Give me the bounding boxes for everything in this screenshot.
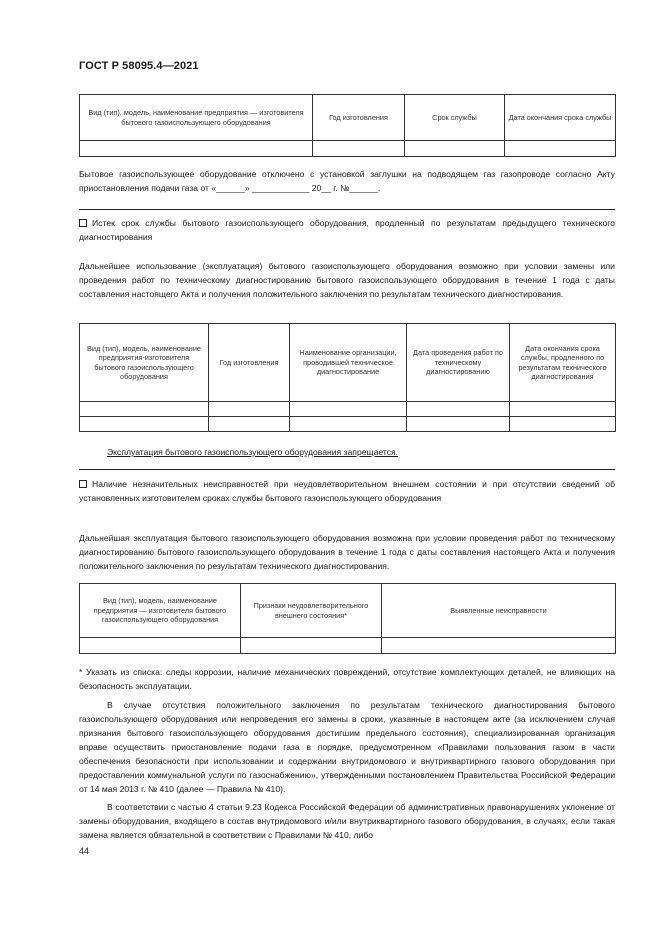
table2-header-year: Год изготовления — [209, 324, 290, 402]
table3-header-signs: Признаки неудовлетворительного внешнего состояния* — [241, 584, 382, 638]
table-row — [80, 141, 616, 157]
equipment-table-3 — [79, 583, 616, 654]
section-defects-title: Наличие незначительных неисправностей при неудовлетворительном внешнем состоянии и при отсутствии сведений об установленных изготовителем сроках службы бытового газоиспользующего оборудования — [79, 479, 615, 503]
checkbox-extended[interactable] — [79, 219, 87, 227]
divider — [79, 469, 615, 470]
equipment-table-1 — [79, 94, 616, 157]
table-row — [80, 638, 616, 654]
table2-header-model: Вид (тип), модель, наименование предприятия-изготовителя бытового газоиспользующего оборудования — [80, 324, 209, 402]
table2-header-organization: Наименование организации, проводившей техническое диагностирование — [290, 324, 407, 402]
paragraph-koap: В соответствии с частью 4 статьи 9.23 Кодекса Российской Федерации об административных правонарушениях уклонение от замены оборудования, входящего в состав внутридомового и/или внутриквартирного газового оборудования, в случаях, если такая замена является обязательной в соответствии с Правилами № 410, либо — [79, 802, 615, 840]
table1-header-model: Вид (тип), модель, наименование предприятия — изготовителя бытового газоиспользующего оборудования — [80, 95, 313, 141]
table1-header-service-life: Срок службы — [405, 95, 505, 141]
table3-header-model: Вид (тип), модель, наименование предприятия — изготовителя бытового газоиспользующего оборудования — [80, 584, 241, 638]
paragraph-absence: В случае отсутствия положительного заключения по результатам технического диагностирования бытового газоиспользующего оборудования или непроведения его замены в сроки, указанные в настоящем акте (за исключением случая признания бытового газоиспользующего оборудования достигшим предельного состояния), специализированная организация вправе осуществить приостановление подачи газа в порядке, предусмотренном «Правилами пользования газом в части обеспечения безопасности при использовании и содержании внутридомового и внутриквартирного газового оборудования при предоставлении коммунальной услуги по газоснабжению», утвержденными постановлением Правительства Российской Федерации от 14 мая 2013 г. № 410 (далее — Правила № 410). — [79, 700, 615, 794]
table-row — [80, 417, 616, 432]
section-extended-title: Истек срок службы бытового газоиспользующего оборудования, продленный по результатам предыдущего технического диагностирования — [79, 218, 615, 242]
table2-header-extended-end-date: Дата окончания срока службы, продленного по результатам технического диагностирования — [510, 324, 616, 402]
page-number: 44 — [79, 846, 90, 856]
document-header: ГОСТ Р 58095.4—2021 — [79, 60, 199, 72]
table2-header-diagnostics-date: Дата проведения работ по техническому диагностированию — [407, 324, 510, 402]
equipment-table-2 — [79, 323, 616, 432]
table-row — [80, 402, 616, 417]
table1-header-year: Год изготовления — [313, 95, 405, 141]
paragraph-disconnected: Бытовое газоиспользующее оборудование отключено с установкой заглушки на подводящем газ газопроводе согласно Акту приостановления подачи газа от «______» ____________ 20__ г. №______. — [79, 169, 615, 193]
table3-header-defects: Выявленные неисправности — [382, 584, 616, 638]
prohibited-note: Эксплуатация бытового газоиспользующего оборудования запрещается. — [107, 447, 399, 457]
table1-header-end-date: Дата окончания срока службы — [505, 95, 616, 141]
divider — [79, 209, 615, 210]
section-extended-paragraph: Дальнейшее использование (эксплуатация) бытового газоиспользующего оборудования возможно при условии замены или проведения работ по техническому диагностированию бытового газоиспользующего оборудования в течение 1 года с даты составления настоящего Акта и получения положительного заключения по результатам технического диагностирования. — [79, 261, 615, 299]
checkbox-defects[interactable] — [79, 480, 87, 488]
footnote: * Указать из списка: следы коррозии, наличие механических повреждений, отсутствие комплектующих деталей, не влияющих на безопасность эксплуатации. — [79, 667, 615, 691]
section-defects-paragraph: Дальнейшая эксплуатация бытового газоиспользующего оборудования возможна при условии проведения работ по техническому диагностированию бытового газоиспользующего оборудования в течение 1 года с даты составления настоящего Акта и получения положительного заключения по результатам технического диагностирования. — [79, 533, 615, 571]
